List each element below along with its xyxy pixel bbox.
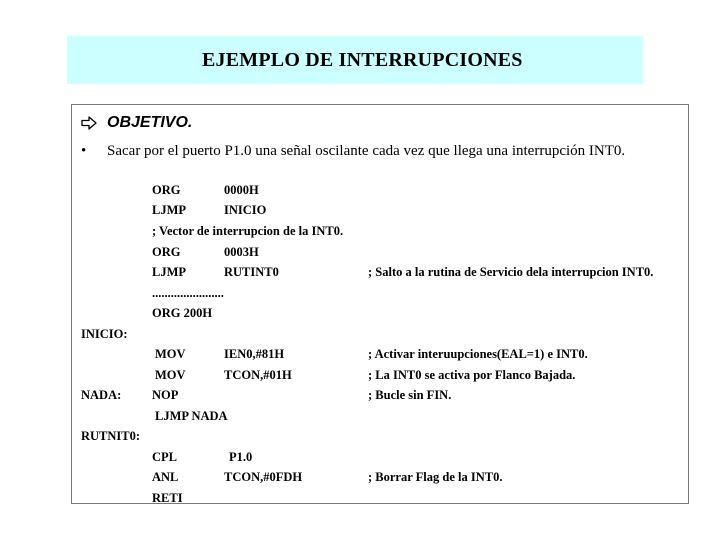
- code-op: NOP: [152, 388, 179, 402]
- code-op: CPL: [152, 450, 177, 464]
- code-op: ; Vector de interrupcion de la INT0.: [152, 224, 344, 238]
- arrow-right-icon: [81, 116, 97, 130]
- code-comment: ; Salto a la rutina de Servicio dela interrupcion INT0.: [368, 265, 654, 279]
- code-op: MOV: [155, 368, 186, 382]
- code-op: .......................: [152, 286, 224, 300]
- code-op: ORG 200H: [152, 306, 213, 320]
- code-label: RUTNIT0:: [81, 429, 141, 443]
- slide-title: EJEMPLO DE INTERRUPCIONES: [202, 49, 523, 71]
- objective-label: OBJETIVO.: [107, 114, 193, 131]
- code-arg: P1.0: [229, 450, 253, 464]
- code-op: ANL: [152, 470, 179, 484]
- code-label: INICIO:: [81, 327, 128, 341]
- code-arg: INICIO: [224, 203, 267, 217]
- code-arg: TCON,#0FDH: [224, 470, 303, 484]
- code-arg: 0003H: [224, 245, 259, 259]
- code-op: ORG: [152, 245, 181, 259]
- code-op: MOV: [155, 347, 186, 361]
- bullet-item: [81, 143, 625, 160]
- code-label: NADA:: [81, 388, 122, 402]
- code-arg: TCON,#01H: [224, 368, 292, 382]
- code-op: LJMP: [152, 203, 187, 217]
- code-arg: RUTINT0: [224, 265, 279, 279]
- code-comment: ; Bucle sin FIN.: [368, 388, 452, 402]
- code-arg: IEN0,#81H: [224, 347, 285, 361]
- code-comment: ; Activar interuupciones(EAL=1) e INT0.: [368, 347, 588, 361]
- code-op: ORG: [152, 183, 181, 197]
- content-panel: [71, 104, 689, 504]
- code-op: LJMP: [152, 265, 187, 279]
- code-op: RETI: [152, 491, 183, 505]
- title-banner: [67, 36, 643, 84]
- code-comment: ; La INT0 se activa por Flanco Bajada.: [368, 368, 576, 382]
- bullet-text: Sacar por el puerto P1.0 una señal oscilante cada vez que llega una interrupción INT0.: [107, 143, 626, 159]
- objective-heading: [81, 114, 192, 132]
- code-arg: 0000H: [224, 183, 259, 197]
- bullet-dot: •: [81, 143, 87, 159]
- code-op: LJMP NADA: [155, 409, 228, 423]
- code-comment: ; Borrar Flag de la INT0.: [368, 470, 503, 484]
